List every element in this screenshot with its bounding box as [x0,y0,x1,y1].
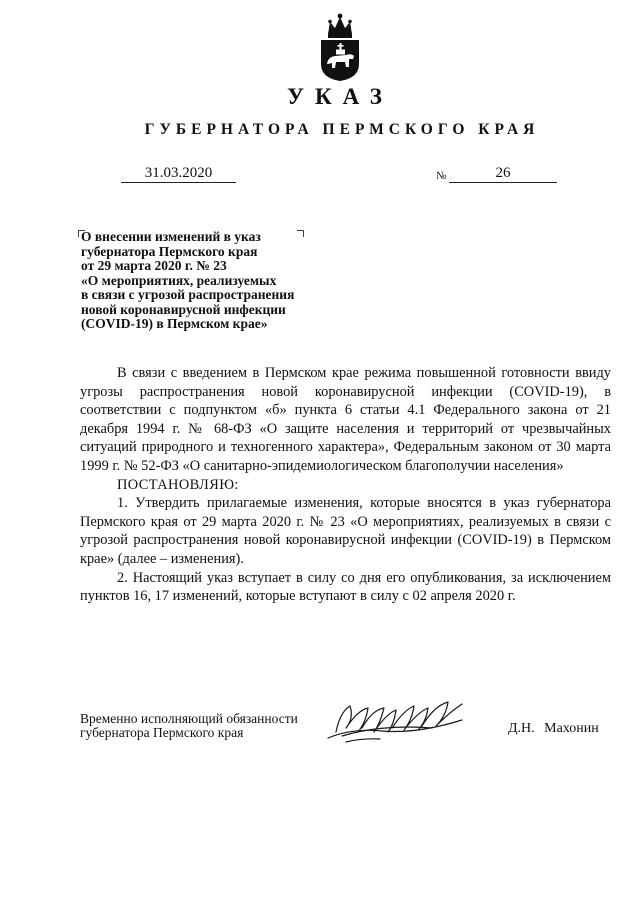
subject-line: (COVID-19) в Пермском крае» [81,316,268,331]
perm-krai-coat-of-arms-icon [318,12,362,82]
preamble-paragraph: В связи с введением в Пермском крае режима повышенной готовности ввиду угрозы распространения новой коронавирусной инфекции (COVID-19), в соответствии с подпунктом «б» пункта 6 статьи 4.1 Федерального закона от 21 декабря 1994 г. № 68-ФЗ «О защите населения и территорий от чрезвычайных ситуаций природного и техногенного характера», Федеральным законом от 30 марта 1999 г. № 52-ФЗ «О санитарно-эпидемиологическом благополучии населения» [80,365,611,474]
issuer-title: ГУБЕРНАТОРА ПЕРМСКОГО КРАЯ [144,121,540,138]
document-number: 26 [449,164,557,183]
decree-heading: ПОСТАНОВЛЯЮ: [117,476,239,493]
decree-item-2: 2. Настоящий указ вступает в силу со дня его опубликования, за исключением пунктов 16, 17 изменений, которые вступают в силу с 02 апреля 2020 г. [80,569,611,605]
document-date: 31.03.2020 [121,164,236,183]
subject-line: «О мероприятиях, реализуемых [81,272,277,288]
handwritten-signature-icon [322,698,482,746]
document-body [80,364,611,606]
decree-item-1: 1. Утвердить прилагаемые изменения, которые вносятся в указ губернатора Пермского края от 29 марта 2020 г. № 23 «О мероприятиях, реализуемых в связи с угрозой распространения новой коронавирусной инфекции (COVID-19) в Пермском крае» (далее – изменения). [80,495,611,567]
subject-line: губернатора Пермского края [81,243,258,259]
signatory-name: Д.Н. Махонин [508,721,599,736]
document-type-title: УКАЗ [287,84,393,109]
signatory-title [80,712,298,740]
subject-line: новой коронавирусной инфекции [81,301,286,317]
signatory-title-line: Временно исполняющий обязанности [80,711,298,726]
document-subject [81,230,301,332]
number-sign: № [436,170,447,182]
subject-line: от 29 марта 2020 г. № 23 [81,258,227,273]
subject-line: О внесении изменений в указ [81,229,261,244]
subject-line: в связи с угрозой распространения [81,287,295,302]
signatory-title-line: губернатора Пермского края [80,725,244,740]
